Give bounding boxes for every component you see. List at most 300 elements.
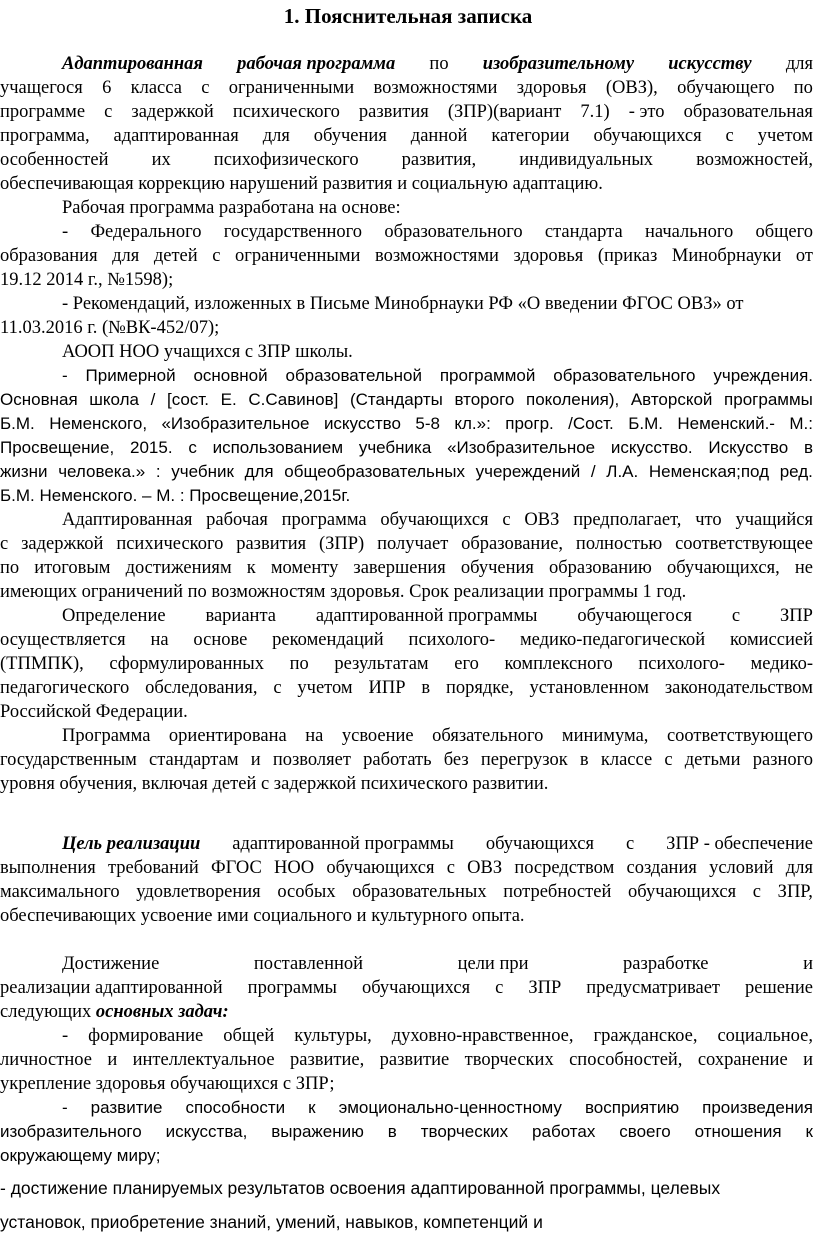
basis-line [0, 484, 816, 508]
word: стандартам [149, 750, 239, 770]
word: в [579, 750, 589, 770]
word: его [454, 654, 479, 674]
word: своего [619, 1122, 671, 1141]
word: соответствующего [666, 726, 813, 746]
word: разработке [623, 954, 709, 974]
word: с [725, 126, 734, 146]
word: с [752, 882, 762, 902]
goal-line [0, 880, 816, 904]
word: обучения [460, 558, 534, 578]
line-text: имеющих ограничений по возможностям здоровья. Срок реализации программы 1 год. [0, 582, 687, 602]
word: духовно-нравственное, [391, 1026, 574, 1046]
word: ЗПР, [777, 882, 813, 902]
word: кл.»: [454, 414, 491, 433]
word: развития [236, 534, 307, 554]
word: Б.М. [0, 414, 35, 433]
word: обучения [313, 126, 387, 146]
variant-line [0, 676, 816, 700]
word: образованию [548, 558, 652, 578]
word: Цель реализации [62, 834, 201, 854]
word: - [62, 222, 69, 242]
word: классе [600, 750, 653, 770]
tasks-line [0, 1000, 816, 1024]
word: искусство [323, 414, 401, 433]
word: по [793, 78, 813, 98]
word: программой [439, 366, 536, 385]
word: данной [410, 126, 468, 146]
line-text: Рабочая программа разработана на основе: [62, 198, 401, 218]
word: программа [281, 510, 367, 530]
word: (Стандарты [349, 390, 443, 409]
word: психолого- [638, 654, 725, 674]
word: способностей, [569, 1050, 683, 1070]
line-text: - Рекомендаций, изложенных в Письме Минобрнауки РФ «О введении ФГОС ОВЗ» от [62, 294, 744, 314]
word: Программа [62, 726, 151, 746]
word: Б.М. [628, 414, 663, 433]
task-line [0, 1072, 816, 1096]
word: их [151, 150, 171, 170]
word: с [502, 510, 511, 530]
word: с [625, 834, 635, 854]
word: Федерального [90, 222, 202, 242]
word: психического [116, 534, 224, 554]
word: работах [532, 1122, 596, 1141]
tasks-line [0, 976, 816, 1000]
line-text: Российской Федерации. [0, 702, 188, 722]
word: (приказ [597, 246, 658, 266]
word: учащийся [735, 510, 813, 530]
word: основе [193, 630, 248, 650]
word: ЗПР [528, 978, 562, 998]
word: искусство. [610, 438, 693, 457]
word: от [795, 246, 813, 266]
word: развитие, [290, 1050, 365, 1070]
word: моменту [270, 558, 339, 578]
word: комплексного [504, 654, 613, 674]
basis-line [0, 436, 816, 460]
line-text: следующих [0, 1002, 96, 1022]
word: с [188, 438, 197, 457]
task-line [0, 1120, 816, 1144]
word: индивидуальных [519, 150, 654, 170]
word: Е. [220, 390, 237, 409]
word: в [387, 1122, 397, 1141]
word: поставленной [253, 954, 364, 974]
word: общеобразовательных [284, 462, 465, 481]
word: обследования, [145, 678, 258, 698]
word: - [62, 1026, 69, 1046]
word: изобразительному [482, 54, 635, 74]
task-line [0, 1048, 816, 1072]
word: на [150, 630, 169, 650]
word: медико-педагогической [519, 630, 706, 650]
word: предполагает, [573, 510, 682, 530]
word: искусству [668, 54, 752, 74]
word: обучающего [677, 78, 775, 98]
word: обучающихся [628, 882, 737, 902]
word: отношения [694, 1122, 782, 1141]
word: категории [491, 126, 570, 146]
word: образовательного [553, 366, 696, 385]
word: обучающихся [326, 858, 435, 878]
word: особенностей [0, 150, 109, 170]
task-line [0, 1096, 816, 1120]
intro-line [0, 76, 816, 100]
word: детьми [684, 750, 741, 770]
word: порядке, [445, 678, 514, 698]
word: достижениям [125, 558, 232, 578]
word: социальное, [717, 1026, 813, 1046]
word: формирование [88, 1026, 204, 1046]
word: ЗПР [780, 606, 813, 626]
word: законодательством [664, 678, 813, 698]
word: усвоение [341, 726, 414, 746]
word: по [289, 654, 309, 674]
word: (ОВЗ), [605, 78, 658, 98]
word: разного [752, 750, 813, 770]
word: поколения), [525, 390, 620, 409]
word: детей [153, 246, 198, 266]
word: развития [358, 102, 429, 122]
assume-line [0, 580, 816, 604]
word: создания [626, 858, 697, 878]
word: обучающихся [485, 834, 594, 854]
word: государственным [0, 750, 137, 770]
basis-line [0, 292, 816, 316]
word: общей [223, 1026, 275, 1046]
word: образовательная [683, 102, 813, 122]
word: (ТПМПК), [0, 654, 84, 674]
word: Неменского, [49, 414, 148, 433]
word: Адаптированная [62, 54, 203, 74]
word: личностное [0, 1050, 92, 1070]
word: для [785, 858, 813, 878]
word: второго [454, 390, 515, 409]
word: здоровья [513, 246, 584, 266]
word: учреждения. [713, 366, 813, 385]
task-line [0, 1176, 816, 1200]
word: Авторской [630, 390, 713, 409]
word: обучающихся [593, 126, 702, 146]
word: ограниченными [234, 246, 361, 266]
word: особых [277, 882, 336, 902]
line-text: - достижение планируемых результатов освоения адаптированной программы, целевых [0, 1178, 721, 1198]
word: основной [193, 366, 268, 385]
word: на [305, 726, 324, 746]
word: 6 [102, 78, 112, 98]
line-text: обеспечивающая коррекцию нарушений развития и социальную адаптацию. [0, 174, 603, 194]
word: школа [89, 390, 140, 409]
basis-line [0, 388, 816, 412]
word: восприятию [584, 1098, 680, 1117]
word: учетом [297, 678, 353, 698]
word: обучающегося [577, 606, 692, 626]
word: развитие [379, 1050, 450, 1070]
orient-line [0, 772, 816, 796]
word: - это [628, 102, 665, 122]
basis-line [0, 340, 816, 364]
word: выполнения [0, 858, 96, 878]
word: с [495, 978, 504, 998]
word: Определение [62, 606, 166, 626]
line-text: установок, приобретение знаний, умений, навыков, компетенций и [0, 1212, 543, 1232]
word: НОО [274, 858, 315, 878]
task-line [0, 1024, 816, 1048]
word: - [62, 366, 68, 385]
word: по [0, 558, 20, 578]
word: с [201, 78, 210, 98]
emphasis-text: основных задач: [95, 1002, 229, 1022]
word: : [155, 462, 161, 481]
word: программа, [0, 126, 90, 146]
word: что [695, 510, 722, 530]
word: ЗПР - обеспечение [666, 834, 813, 854]
word: и [803, 1050, 813, 1070]
word: не [794, 558, 813, 578]
word: задержкой [131, 102, 214, 122]
word: ОВЗ [524, 510, 560, 530]
line-text: Б.М. Неменского. – М. : Просвещение,2015г. [0, 486, 351, 505]
word: реализации адаптированной [0, 978, 223, 998]
word: сформулированных [109, 654, 264, 674]
intro-line [0, 148, 816, 172]
word: искусства, [165, 1122, 248, 1141]
word: программе [0, 102, 86, 122]
basis-line [0, 364, 816, 388]
word: задержкой [21, 534, 104, 554]
word: «Изобразительное [161, 414, 310, 433]
word: / [150, 390, 156, 409]
variant-line [0, 652, 816, 676]
word: произведения [702, 1098, 813, 1117]
word: Неменская;под [648, 462, 770, 481]
intro-line [0, 100, 816, 124]
word: возможностями [373, 78, 498, 98]
word: психофизического [213, 150, 359, 170]
word: сохранение [697, 1050, 788, 1070]
variant-line [0, 604, 816, 628]
word: в [803, 438, 813, 457]
word: получает [377, 534, 449, 554]
word: обязательного [432, 726, 544, 746]
word: государственного [223, 222, 363, 242]
word: в [421, 678, 431, 698]
word: 7.1) [580, 102, 610, 122]
word: требований [107, 858, 199, 878]
word: минимума, [561, 726, 649, 746]
word: С.Савинов] [248, 390, 339, 409]
word: решение [745, 978, 813, 998]
word: перегрузок [480, 750, 568, 770]
word: завершения [353, 558, 446, 578]
word: изобразительного [0, 1122, 142, 1141]
word: с [0, 534, 9, 554]
task-line [0, 1144, 816, 1168]
basis-line [0, 316, 816, 340]
word: посредством [514, 858, 615, 878]
word: программы [247, 978, 337, 998]
word: [сост. [167, 390, 209, 409]
orient-line [0, 724, 816, 748]
word: использованием [212, 438, 344, 457]
word: жизни [0, 462, 48, 481]
word: для [785, 54, 813, 74]
word: (ЗПР) [318, 534, 365, 554]
word: полностью [575, 534, 663, 554]
word: Достижение [62, 954, 160, 974]
word: ред. [779, 462, 813, 481]
word: адаптированной программы [232, 834, 454, 854]
word: с [104, 102, 113, 122]
word: для [112, 246, 140, 266]
line-text: 11.03.2016 г. (№ВК-452/07); [0, 318, 220, 338]
word: способности [185, 1098, 286, 1117]
word: развитие [90, 1098, 163, 1117]
word: учетом [757, 126, 813, 146]
word: образовательного [384, 222, 523, 242]
assume-line [0, 556, 816, 580]
word: психического [232, 102, 340, 122]
word: к [805, 1122, 813, 1141]
word: М.: [789, 414, 813, 433]
word: /Сост. [568, 414, 614, 433]
goal-line [0, 904, 816, 928]
word: рабочая программа [237, 54, 396, 74]
word: возможностей, [696, 150, 813, 170]
word: развития, [401, 150, 477, 170]
word: стандарта [544, 222, 623, 242]
word: Основная [0, 390, 78, 409]
word: психолого- [408, 630, 496, 650]
word: программы [724, 390, 813, 409]
basis-line [0, 268, 816, 292]
word: Л.А. [606, 462, 639, 481]
intro-line [0, 172, 816, 196]
word: творческих [420, 1122, 509, 1141]
word: с [212, 246, 221, 266]
word: рекомендаций [272, 630, 384, 650]
word: 2015. [130, 438, 173, 457]
word: учереждений [475, 462, 581, 481]
word: установленном [529, 678, 649, 698]
word: обучающихся [361, 978, 471, 998]
word: ОВЗ [467, 858, 503, 878]
word: возможностями [374, 246, 499, 266]
word: человека.» [58, 462, 146, 481]
word: - [62, 1098, 68, 1117]
word: итоговым [34, 558, 111, 578]
word: учебник [171, 462, 234, 481]
word: интеллектуальное [132, 1050, 275, 1070]
word: соответствующее [675, 534, 813, 554]
word: без [443, 750, 469, 770]
word: по [429, 54, 449, 74]
word: для [262, 126, 290, 146]
basis-line [0, 244, 816, 268]
assume-line [0, 532, 816, 556]
word: здоровья [516, 78, 587, 98]
word: работать [363, 750, 432, 770]
word: образования [0, 246, 98, 266]
word: педагогического [0, 678, 130, 698]
word: максимального [0, 882, 120, 902]
basis-line [0, 412, 816, 436]
word: медико- [750, 654, 813, 674]
page-title: 1. Пояснительная записка [283, 4, 533, 28]
word: Минобрнауки [671, 246, 782, 266]
word: ИПР [368, 678, 406, 698]
word: обучающихся [380, 510, 489, 530]
word: позволяет [272, 750, 351, 770]
line-text: обеспечивающих усвоение ими социального и культурного опыта. [0, 906, 525, 926]
word: цели при [457, 954, 529, 974]
word: / [590, 462, 596, 481]
word: культуры, [294, 1026, 372, 1046]
word: с [446, 858, 455, 878]
word: варианта [205, 606, 276, 626]
intro-line [0, 52, 816, 76]
word: с [664, 750, 673, 770]
word: и [803, 954, 813, 974]
word: с [731, 606, 741, 626]
word: эмоционально-ценностному [338, 1098, 562, 1117]
variant-line [0, 628, 816, 652]
word: рабочая [206, 510, 268, 530]
word: осуществляется [0, 630, 126, 650]
word: адаптированная [113, 126, 239, 146]
word: образование, [461, 534, 564, 554]
word: предусматривает [586, 978, 721, 998]
line-text: 19.12 2014 г., №1598); [0, 270, 174, 290]
task-line [0, 1210, 816, 1234]
basis-line [0, 460, 816, 484]
basis-line [0, 220, 816, 244]
word: ограниченными [228, 78, 355, 98]
word: класса [130, 78, 182, 98]
variant-line [0, 700, 816, 724]
word: обучающихся, [666, 558, 780, 578]
word: ФГОС [211, 858, 262, 878]
word: адаптированной программы [315, 606, 538, 626]
assume-line [0, 508, 816, 532]
word: к [246, 558, 256, 578]
word: общего [755, 222, 813, 242]
word: ориентирована [168, 726, 287, 746]
word: творческих [464, 1050, 554, 1070]
word: 5-8 [415, 414, 440, 433]
line-text: окружающему миру; [0, 1146, 161, 1165]
word: Адаптированная [62, 510, 193, 530]
word: (ЗПР)(вариант [447, 102, 562, 122]
word: гражданское, [593, 1026, 698, 1046]
word: прогр. [505, 414, 554, 433]
word: учащегося [0, 78, 83, 98]
word: Неменский.- [677, 414, 775, 433]
line-text: уровня обучения, включая детей с задержкой психического развитии. [0, 774, 549, 794]
word: комиссией [730, 630, 813, 650]
intro-line [0, 124, 816, 148]
basis-line [0, 196, 816, 220]
word: и [107, 1050, 118, 1070]
word: потребностей [503, 882, 612, 902]
word: начального [644, 222, 734, 242]
word: к [308, 1098, 316, 1117]
word: для [244, 462, 274, 481]
goal-line [0, 856, 816, 880]
word: и [250, 750, 261, 770]
goal-line [0, 832, 816, 856]
line-text: АООП НОО учащихся с ЗПР школы. [62, 342, 353, 362]
